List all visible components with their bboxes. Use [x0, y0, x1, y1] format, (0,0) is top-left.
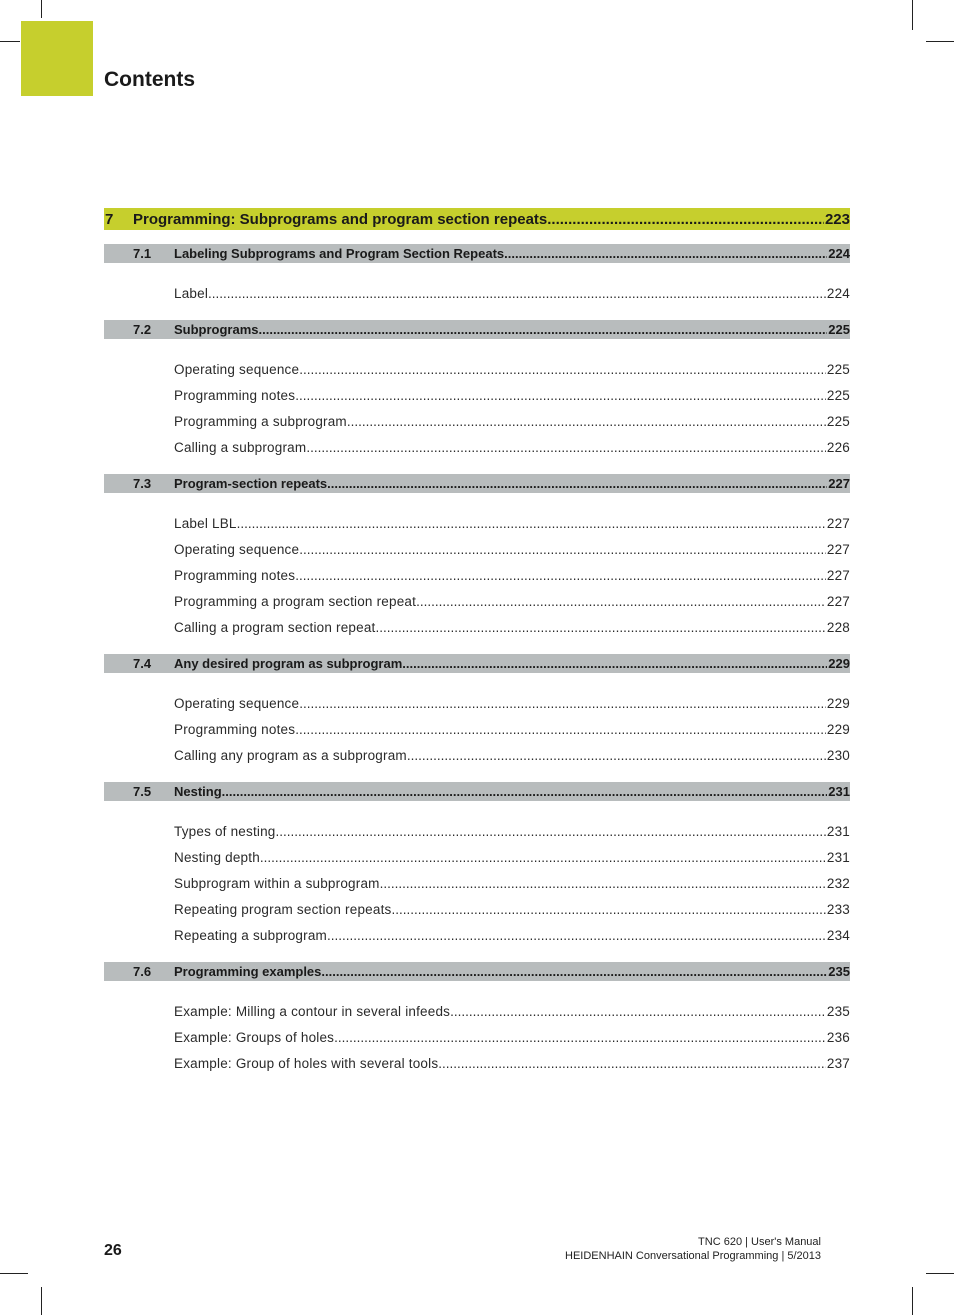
entry-title-line	[174, 722, 850, 737]
toc-entry[interactable]	[174, 690, 850, 716]
entry-title: Programming notes	[174, 567, 296, 583]
entry-title-line	[174, 850, 850, 865]
entry-title-line	[174, 696, 850, 711]
chapter-title: Programming: Subprograms and program section repeats	[133, 210, 548, 228]
entry-title: Repeating program section repeats	[174, 901, 392, 917]
toc-entry[interactable]	[174, 998, 850, 1024]
entry-title-line	[174, 516, 850, 531]
crop-mark	[912, 0, 913, 30]
dot-leader	[547, 211, 824, 228]
subsection-list	[104, 356, 850, 460]
entry-title-line	[174, 388, 850, 403]
subsection-list	[104, 818, 850, 948]
entry-page-number: 224	[826, 285, 850, 301]
chapter-title-line	[133, 211, 850, 228]
entry-page-number: 229	[826, 721, 850, 737]
page-heading: Contents	[104, 68, 195, 91]
toc-entry[interactable]	[174, 382, 850, 408]
toc-entry[interactable]	[174, 818, 850, 844]
toc-entry[interactable]	[174, 870, 850, 896]
entry-page-number: 232	[826, 875, 850, 891]
dot-leader	[299, 542, 826, 557]
entry-page-number: 230	[826, 747, 850, 763]
dot-leader	[334, 1030, 826, 1045]
entry-title-line	[174, 620, 850, 635]
subsection-list	[104, 280, 850, 306]
entry-title-line	[174, 440, 850, 455]
entry-title: Operating sequence	[174, 541, 300, 557]
chapter-page-number: 223	[824, 210, 850, 228]
entry-title: Subprogram within a subprogram	[174, 875, 380, 891]
entry-page-number: 226	[826, 439, 850, 455]
dot-leader	[208, 286, 826, 301]
section-page-number: 227	[828, 476, 850, 491]
entry-title-line	[174, 1056, 850, 1071]
toc-entry[interactable]	[174, 536, 850, 562]
section-title-line	[174, 322, 850, 337]
dot-leader	[347, 414, 826, 429]
section-heading-row[interactable]	[104, 474, 850, 493]
entry-title-line	[174, 286, 850, 301]
section-heading-row[interactable]	[104, 782, 850, 801]
toc-entry[interactable]	[174, 844, 850, 870]
section-number: 7.5	[133, 784, 152, 799]
toc-entry[interactable]	[174, 562, 850, 588]
section-title: Labeling Subprograms and Program Section Repeats	[174, 246, 505, 261]
toc-entry[interactable]	[174, 1050, 850, 1076]
dot-leader	[299, 696, 826, 711]
entry-page-number: 233	[826, 901, 850, 917]
crop-mark	[0, 1273, 28, 1274]
section-title: Subprograms	[174, 322, 259, 337]
chapter-heading-row[interactable]	[104, 208, 850, 230]
dot-leader	[450, 1004, 826, 1019]
toc-entry[interactable]	[174, 716, 850, 742]
entry-title: Programming a subprogram	[174, 413, 347, 429]
subsection-list	[104, 510, 850, 640]
chapter-number: 7	[105, 210, 114, 228]
entry-page-number: 235	[826, 1003, 850, 1019]
section-number: 7.3	[133, 476, 152, 491]
entry-page-number: 228	[826, 619, 850, 635]
entry-page-number: 229	[826, 695, 850, 711]
footer-publication: HEIDENHAIN Conversational Programming | 5/2013	[565, 1250, 821, 1262]
entry-title: Calling any program as a subprogram	[174, 747, 407, 763]
dot-leader	[391, 902, 825, 917]
entry-page-number: 225	[826, 413, 850, 429]
entry-page-number: 227	[826, 541, 850, 557]
section-number: 7.6	[133, 964, 152, 979]
toc-entry[interactable]	[174, 356, 850, 382]
entry-title: Programming notes	[174, 721, 296, 737]
entry-title-line	[174, 876, 850, 891]
entry-title: Label LBL	[174, 515, 237, 531]
section-page-number: 231	[828, 784, 850, 799]
section-page-number: 229	[828, 656, 850, 671]
crop-mark	[926, 1273, 954, 1274]
entry-page-number: 231	[826, 849, 850, 865]
section-page-number: 224	[828, 246, 850, 261]
entry-title-line	[174, 824, 850, 839]
toc-entry[interactable]	[174, 434, 850, 460]
crop-mark	[926, 41, 954, 42]
entry-title: Example: Group of holes with several tools	[174, 1055, 439, 1071]
dot-leader	[321, 964, 827, 979]
section-title: Nesting	[174, 784, 222, 799]
entry-title: Example: Groups of holes	[174, 1029, 335, 1045]
section-number: 7.4	[133, 656, 152, 671]
entry-title-line	[174, 928, 850, 943]
dot-leader	[327, 928, 826, 943]
dot-leader	[237, 516, 826, 531]
section-title-line	[174, 656, 850, 671]
crop-mark	[0, 41, 20, 42]
toc-entry[interactable]	[174, 280, 850, 306]
entry-title: Types of nesting	[174, 823, 276, 839]
footer-manual-title: TNC 620 | User's Manual	[698, 1236, 821, 1248]
dot-leader	[295, 388, 826, 403]
section-page-number: 225	[828, 322, 850, 337]
toc-entry[interactable]	[174, 510, 850, 536]
entry-title-line	[174, 362, 850, 377]
entry-title-line	[174, 902, 850, 917]
dot-leader	[259, 322, 828, 337]
dot-leader	[504, 246, 827, 261]
dot-leader	[295, 722, 826, 737]
crop-mark	[41, 1287, 42, 1315]
dot-leader	[327, 476, 827, 491]
toc-entry[interactable]	[174, 742, 850, 768]
toc-entry[interactable]	[174, 614, 850, 640]
toc-entry[interactable]	[174, 588, 850, 614]
dot-leader	[402, 656, 827, 671]
subsection-list	[104, 690, 850, 768]
entry-title-line	[174, 542, 850, 557]
crop-mark	[912, 1287, 913, 1315]
section-page-number: 235	[828, 964, 850, 979]
entry-title: Nesting depth	[174, 849, 260, 865]
entry-page-number: 234	[826, 927, 850, 943]
entry-title-line	[174, 568, 850, 583]
section-title: Programming examples	[174, 964, 322, 979]
entry-title-line	[174, 748, 850, 763]
entry-title: Operating sequence	[174, 361, 300, 377]
entry-title-line	[174, 1030, 850, 1045]
dot-leader	[299, 362, 826, 377]
entry-page-number: 236	[826, 1029, 850, 1045]
dot-leader	[438, 1056, 826, 1071]
entry-title: Label	[174, 285, 209, 301]
toc-entry[interactable]	[174, 922, 850, 948]
entry-page-number: 237	[826, 1055, 850, 1071]
section-title: Any desired program as subprogram	[174, 656, 403, 671]
section-heading-row[interactable]	[104, 320, 850, 339]
entry-page-number: 227	[826, 515, 850, 531]
dot-leader	[260, 850, 826, 865]
entry-page-number: 225	[826, 361, 850, 377]
entry-title: Calling a subprogram	[174, 439, 307, 455]
entry-title: Programming a program section repeat	[174, 593, 417, 609]
section-title-line	[174, 476, 850, 491]
chapter-color-block	[21, 21, 93, 96]
toc-entry[interactable]	[174, 896, 850, 922]
dot-leader	[306, 440, 826, 455]
section-heading-row[interactable]	[104, 962, 850, 981]
section-title-line	[174, 784, 850, 799]
entry-title: Repeating a subprogram	[174, 927, 327, 943]
entry-title-line	[174, 1004, 850, 1019]
section-number: 7.1	[133, 246, 152, 261]
crop-mark	[41, 0, 42, 18]
toc-entry[interactable]	[174, 1024, 850, 1050]
section-title-line	[174, 964, 850, 979]
section-heading-row[interactable]	[104, 244, 850, 263]
entry-title: Example: Milling a contour in several infeeds	[174, 1003, 451, 1019]
dot-leader	[295, 568, 826, 583]
dot-leader	[376, 620, 826, 635]
entry-title-line	[174, 594, 850, 609]
entry-page-number: 227	[826, 593, 850, 609]
entry-title: Programming notes	[174, 387, 296, 403]
subsection-list	[104, 998, 850, 1076]
dot-leader	[276, 824, 826, 839]
entry-page-number: 227	[826, 567, 850, 583]
dot-leader	[380, 876, 826, 891]
section-heading-row[interactable]	[104, 654, 850, 673]
footer-info	[565, 1235, 821, 1263]
entry-title-line	[174, 414, 850, 429]
dot-leader	[416, 594, 826, 609]
table-of-contents	[104, 208, 850, 1090]
section-title: Program-section repeats	[174, 476, 328, 491]
entry-page-number: 225	[826, 387, 850, 403]
page-number: 26	[104, 1242, 122, 1259]
toc-entry[interactable]	[174, 408, 850, 434]
section-title-line	[174, 246, 850, 261]
entry-page-number: 231	[826, 823, 850, 839]
section-number: 7.2	[133, 322, 152, 337]
dot-leader	[222, 784, 828, 799]
dot-leader	[407, 748, 826, 763]
entry-title: Operating sequence	[174, 695, 300, 711]
entry-title: Calling a program section repeat	[174, 619, 376, 635]
